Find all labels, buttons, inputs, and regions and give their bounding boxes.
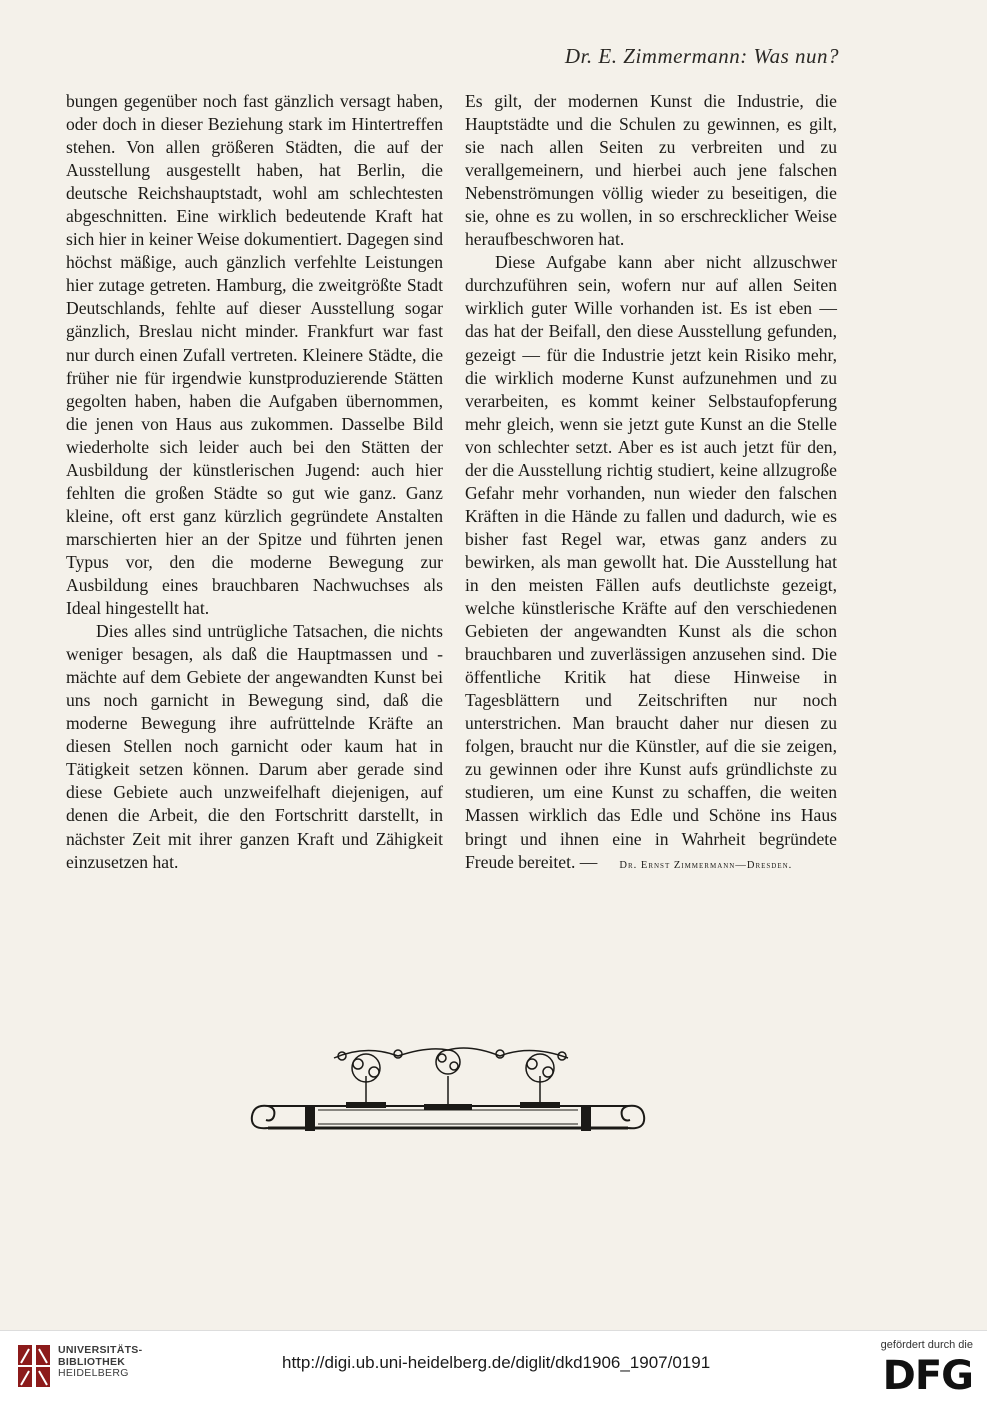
right-paragraph-2: Diese Aufgabe kann aber nicht allzuschwer durchzuführen sein, wofern nur auf allen Seiten wirklich guter Wille vorhanden ist. Es ist eben — das hat der Beifall, den diese Ausstellung gefunden, gezeigt — für die Industrie jetzt kein Risiko mehr, die wirklich moderne Kunst aufzunehmen und zu verarbeiten, es kommt keiner Selbstaufopferung mehr gleich, wenn sie jetzt gute Kunst an die Stelle von schlechter setzt. Aber es ist auch jetzt für den, der die Ausstellung richtig studiert, keine allzugroße Gefahr mehr vorhanden, nun wieder den falschen Kräften in die Hände zu fallen und dadurch, wie es bisher fast Regel war, etwas ganz anders zu bewirken, als man gewollt hat. Die Ausstellung hat in den meisten Fällen aufs deutlichste gezeigt, welche künstlerische Kräfte auf den verschiedenen Gebieten der angewandten Kunst als die schon brauchbaren und zuverlässigen anzusehen sind. Die öffentliche Kritik hat diese Hinweise in Tagesblättern und Zeitschriften nur noch unterstrichen. Man braucht daher nur diesen zu folgen, braucht nur die Künstler, auf die sie zeigen, zu gewinnen oder ihre Kunst aufs gründlichste zu studieren, um eine Kunst zu schaffen, die weiten Massen wirklich das Edle und Schöne ins Haus bringt und ihnen eine in Wahrheit begründete Freude bereitet. — [465, 252, 837, 872]
right-paragraph-2-wrap [465, 251, 837, 876]
university-library-logo-icon [16, 1343, 52, 1389]
right-paragraph-1: Es gilt, der modernen Kunst die Industrie, die Hauptstädte und die Schulen zu gewinnen, es gilt, sie nach allen Seiten zu verbreiten und zu verallgemeinern, und hierbei auch jene falschen Nebenströmungen völlig wieder zu beseitigen, die sie, ohne es zu wollen, in so erschrecklicher Weise heraufbeschworen hat. [465, 91, 837, 250]
right-column [465, 90, 837, 877]
library-line-3: HEIDELBERG [58, 1367, 129, 1379]
left-column [66, 90, 443, 874]
permalink-url[interactable]: http://digi.ub.uni-heidelberg.de/diglit/dkd1906_1907/0191 [282, 1353, 711, 1372]
digitization-footer [0, 1330, 987, 1401]
university-library-name [58, 1345, 142, 1380]
running-title: Dr. E. Zimmermann: Was nun? [564, 44, 839, 68]
left-paragraph-1: bungen gegenüber noch fast gänzlich versagt haben, oder doch in dieser Beziehung stark im Hintertreffen stehen. Von allen größeren Städten, die auf der Ausstellung ausgestellt haben, hat Berlin, die deutsche Reichshauptstadt, wohl am schlechtesten abgeschnitten. Eine wirklich bedeutende Kraft hat sich hier in keiner Weise dokumentiert. Dagegen sind höchst mäßige, auch gänzlich verfehlte Leistungen hier zutage getreten. Hamburg, die zweitgrößte Stadt Deutschlands, fehlte auf dieser Ausstellung sogar gänzlich, Breslau nicht minder. Frankfurt war fast nur durch einen Zufall vertreten. Kleinere Städte, die früher nie für irgendwie kunstproduzierende Stätten gegolten haben, haben die Aufgaben übernommen, die jenen von Haus aus zukommen. Dasselbe Bild wiederholte sich leider auch bei den Stätten der Ausbildung der künstlerischen Jugend: auch hier fehlten die großen Städte so gut wie ganz. Ganz kleine, oft erst ganz kürzlich gegründete Anstalten marschierten hier an der Spitze und führten jenen Typus vor, den die moderne Bewegung zur Ausbildung eines brauchbaren Nachwuchses als Ideal hingestellt hat. [66, 91, 443, 619]
author-signature: Dr. Ernst Zimmermann—Dresden. [619, 859, 793, 871]
dfg-logo: DFG [882, 1353, 973, 1399]
library-line-1: UNIVERSITÄTS- [58, 1344, 143, 1356]
funding-caption: gefördert durch die [880, 1339, 973, 1351]
library-line-2: BIBLIOTHEK [58, 1355, 126, 1368]
left-paragraph-2: Dies alles sind untrügliche Tatsachen, die nichts weniger besagen, als daß die Hauptmassen und -mächte auf dem Gebiete der angewandten Kunst bei uns noch garnicht in Bewegung sind, daß die moderne Bewegung ihre aufrüttelnde Kräfte an diesen Stellen noch garnicht oder kaum hat in Tätigkeit setzen können. Darum aber gerade sind diese Gebiete auch unzweifelhaft diejenigen, auf denen die Arbeit, die den Fortschritt darstellt, in nächster Zeit mit ihrer ganzen Kraft und Zähigkeit einzusetzen hat. [66, 621, 443, 872]
decorative-vignette [238, 1040, 658, 1140]
